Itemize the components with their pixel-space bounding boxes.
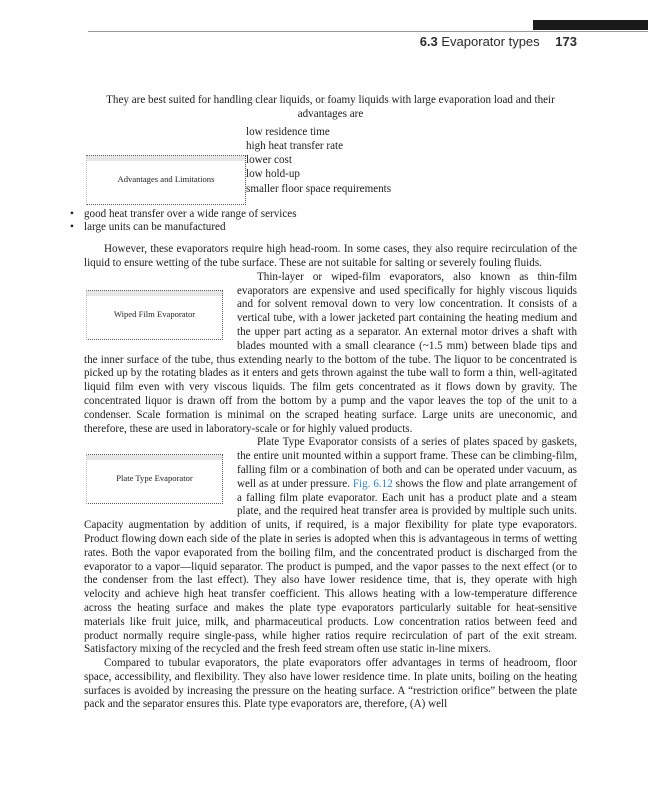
figure-link[interactable]: Fig. 6.12 bbox=[352, 477, 393, 490]
list-item: • good heat transfer over a wide range of services bbox=[84, 208, 577, 222]
margin-note-label: Advantages and Limitations bbox=[117, 173, 215, 184]
advantages-block bbox=[84, 122, 577, 208]
margin-note-label: Plate Type Evaporator bbox=[116, 473, 193, 484]
section-number: 6.3 bbox=[419, 34, 438, 49]
margin-note-label: Wiped Film Evaporator bbox=[113, 308, 196, 319]
plate-text-rest: shows the flow and plate arrangement of a falling film plate evaporator. Each unit has a product plate and a steam plate, and the required heat transfer area is provided by multiple such units. Capacity augmentation by addition of units, if required, is a major flexibility for plate type evaporators. Product flowing down each side of the plate in series is adopted when this is advantageous in terms of wetting rates. Both the vapor evaporated from the boiling film, and the concentrated product is discharged from the evaporator to a vapor—liquid separator. The product is pumped, and the vapor passes to the next effect (or to the condenser from the last effect). They also have lower residence time, that is, they operate with high velocity and achieve high heat transfer coefficient. This allows heating with a low-temperature difference across the heating surface and makes the plate type evaporators particularly suitable for heat-sensitive materials like fruit juice, milk, and pharmaceutical products. Low concentration ratios between feed and product normally require single-pass, while higher ratios require recirculation of part of the exit stream. Satisfactory mixing of the recycled and the fresh feed stream often use static in-line mixers. bbox=[84, 477, 578, 656]
wiped-film-paragraph: Thin-layer or wiped-film evaporators, also known as thin-film evaporators are expensive and used specifically for highly viscous liquids and for solvent removal down to very low concentration. It consists of a vertical tube, with a lower jacketed part containing the heating medium and the upper part acting as a separator. An external motor drives a shaft with blades mounted with a small clearance (~1.5 mm) between blade tips and the inner surface of the tube, thus extending nearly to the bottom of the tube. The liquor to be concentrated is picked up by the rotating blades as it enters and gets thrown against the tube wall to form a thin, well-agitated liquid film even with very viscous liquids. The film gets concentrated as it flows down by gravity. The concentrated liquor is drawn off from the bottom by a pump and the vapor leaves the top of the unit to a condenser. Scale formation is minimal on the scraped heating surface. Large units are uneconomic, and therefore, these are used in laboratory-scale or for highly valued products. bbox=[84, 270, 577, 435]
intro-paragraph: They are best suited for handling clear liquids, or foamy liquids with large evaporation load and their advantages are bbox=[106, 94, 555, 120]
header-rule bbox=[88, 31, 648, 32]
page-body bbox=[84, 94, 577, 712]
advantages-list bbox=[84, 125, 577, 196]
list-item: • smaller floor space requirements bbox=[84, 182, 577, 196]
list-item: • lower cost bbox=[84, 153, 577, 167]
list-item: • high heat transfer rate bbox=[84, 139, 577, 153]
limitations-paragraph: However, these evaporators require high head-room. In some cases, they also require recirculation of the liquid to ensure wetting of the tube surface. These are not suitable for salting or severely fouling fluids. bbox=[84, 243, 577, 269]
running-head bbox=[420, 35, 577, 49]
list-item: • low residence time bbox=[84, 125, 577, 139]
list-item: • low hold-up bbox=[84, 167, 577, 181]
comparison-paragraph: Compared to tubular evaporators, the plate evaporators offer advantages in terms of headroom, floor space, accessibility, and flexibility. They also have lower residence time. In plate units, boiling on the heating surfaces is avoided by increasing the pressure on the heating surface. A “restriction orifice” between the plate pack and the separator ensures this. Plate type evaporators are, therefore, (A) well bbox=[84, 657, 577, 711]
advantages-list-continued bbox=[84, 208, 577, 236]
margin-note-wiped-film bbox=[86, 290, 223, 340]
page-number: 173 bbox=[555, 34, 577, 49]
list-item: • large units can be manufactured bbox=[84, 221, 577, 235]
plate-text-start: Plate Type Evaporator consists of a series of plates spaced by gaskets, the entire unit mounted within a support frame. These can be climbing-film, falling film or a combination of both and can be operated under vacuum, as well as at under pressure. bbox=[237, 436, 577, 490]
section-title: Evaporator types bbox=[441, 34, 540, 49]
header-bar bbox=[533, 20, 648, 30]
margin-note-plate-type bbox=[86, 454, 223, 504]
